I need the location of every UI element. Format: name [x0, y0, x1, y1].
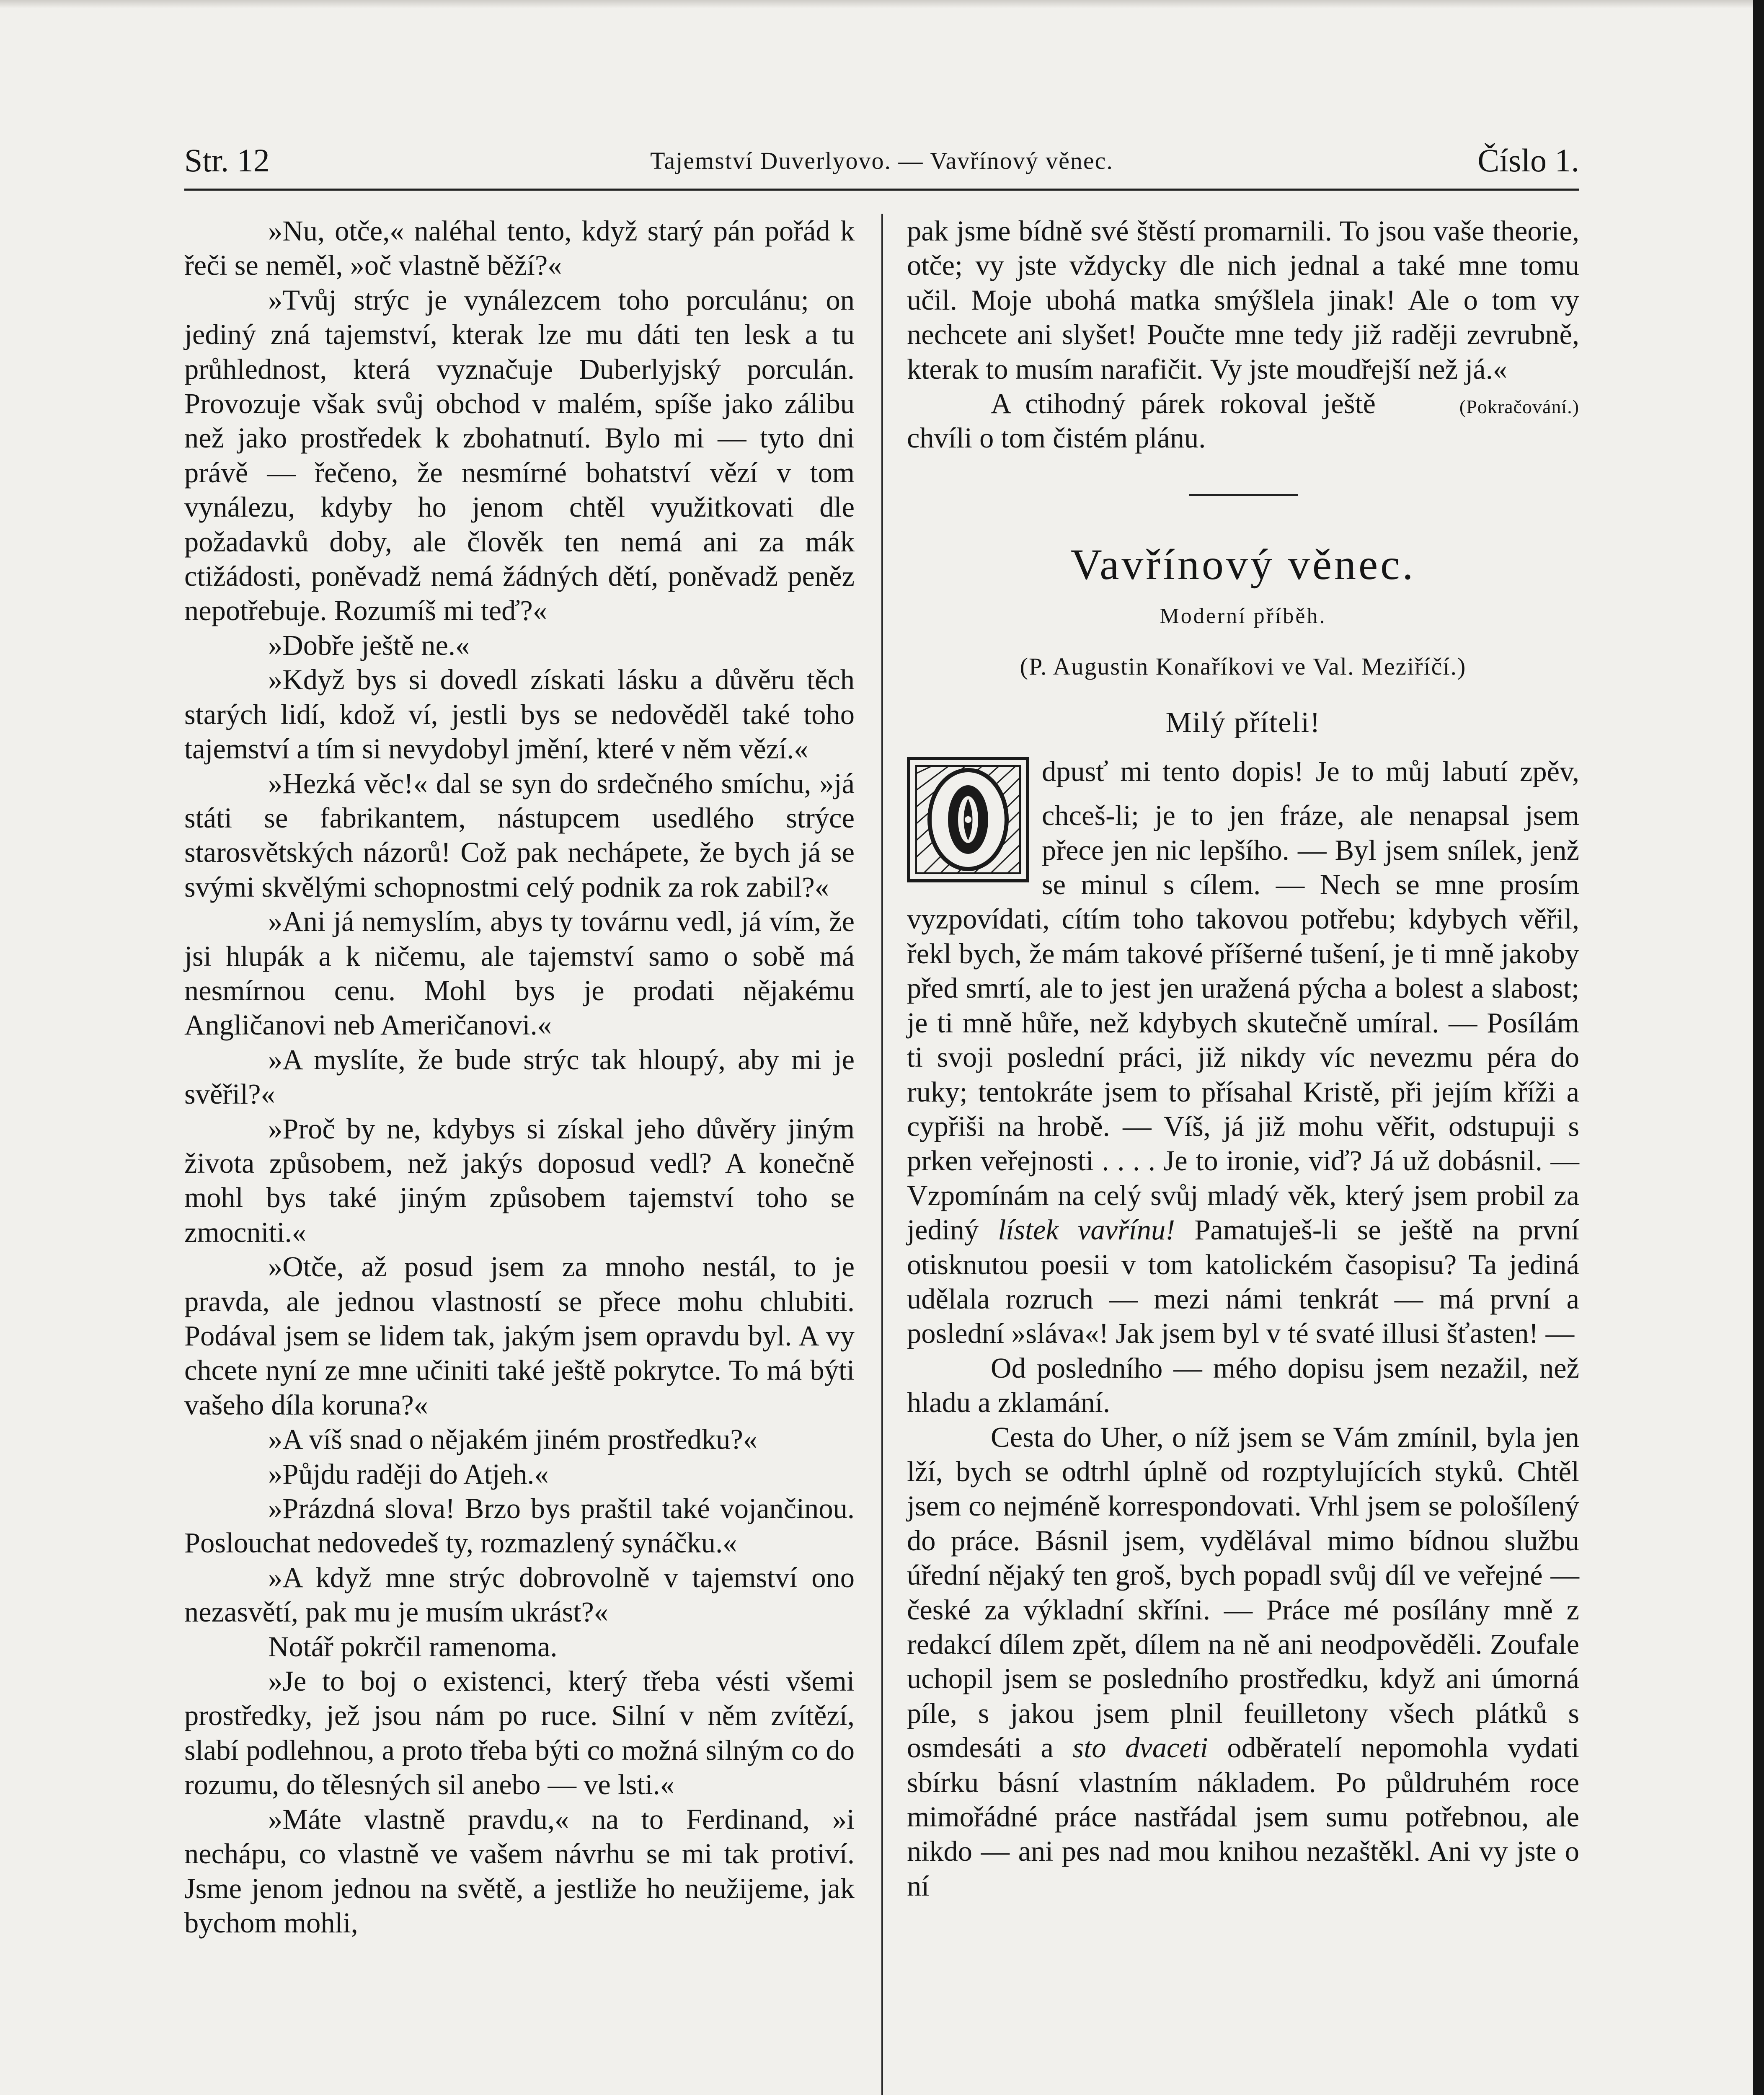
paragraph-closing — [907, 386, 1579, 455]
paragraph: »Proč by ne, kdybys si získal jeho důvěry jiným života způsobem, než jakýs doposud vedl? A konečně mohl bys také jiným způsobem tajemství toho se zmocniti.« — [184, 1112, 855, 1248]
letter-text-3: Cesta do Uher, o níž jsem se Vám zmínil, byla jen lží, bych se odtrhl úplně od rozptylujících styků. Chtěl jsem co nejméně korrespondovati. Vrhl jsem se pološílený do práce. Básnil jsem, vydělával mimo bídnou službu úřední nějaký ten groš, bych popadl svůj díl ve veřejné — české za výkladní skříni. — Práce mé posílány mně z redakcí dílem zpět, dílem na ně ani neodpověděli. Zoufale uchopil jsem se posledního prostředku, když ani úmorná píle, s jakou jsem plnil feuilletony všech plátků s osmdesáti a — [907, 1421, 1579, 1764]
paragraph: »Nu, otče,« naléhal tento, když starý pán pořád k řeči se neměl, »oč vlastně běží?« — [184, 215, 855, 282]
italic-phrase-lístek-vavřínu: lístek vavřínu! — [998, 1214, 1175, 1246]
story-title: Vavřínový věnec. — [1070, 540, 1416, 589]
page-number: Str. 12 — [184, 142, 270, 178]
paragraph: »Ani já nemyslím, abys ty továrnu vedl, já vím, že jsi hlupák a k ničemu, ale tajemství samo o sobě má nesmírnou cenu. Mohl bys je prodati nějakému Angličanovi neb Američanovi.« — [184, 905, 855, 1041]
running-title: Tajemství Duverlyovo. — Vavřínový věnec. — [650, 147, 1113, 174]
paragraph: »Když bys si dovedl získati lásku a důvěru těch starých lidí, kdož ví, jestli bys se nedověděl také toho tajemství a tím si nevydobyl jmění, které v něm vězí.« — [184, 664, 855, 765]
scan-right-edge — [1753, 0, 1764, 2095]
header-rule — [184, 189, 1579, 191]
continued-note: (Pokračování.) — [1459, 396, 1579, 418]
dropcap-ornament-icon — [907, 757, 1029, 882]
scan-top-shadow — [0, 0, 1764, 8]
letter-text-3b: odběratelí nepomohla vydati sbírku básní vlastním nákladem. — [907, 1732, 1580, 1798]
paragraph: »Tvůj strýc je vynálezcem toho porculánu; on jediný zná tajemství, kterak lze mu dáti ten lesk a tu průhlednost, která vyznačuje Duberlyjský porculán. Provozuje však svůj obchod v malém, spíše jako zálibu než jako prostředek k zbohatnutí. Bylo mi — tyto dni právě — řečeno, že nesmírné bohatství vězí v tom vynálezu, kdyby ho jenom chtěl využitkovati dle požadavků doby, ale člověk ten nemá ani za mák ctižádosti, poněvadž nemá žádných dětí, poněvadž peněz nepotřebuje. Rozumíš mi teď?« — [184, 284, 855, 627]
italic-phrase-sto-dvaceti: sto dvaceti — [1072, 1732, 1208, 1764]
ornamental-dropcap — [907, 757, 1029, 882]
letter-salutation: Milý příteli! — [1165, 706, 1321, 739]
paragraph: »Je to boj o existenci, který třeba vésti všemi prostředky, jež jsou nám po ruce. Silní v něm zvítězí, slabí podlehnou, a proto třeba býti co možná silným co do rozumu, do tělesných sil anebo — ve lsti.« — [184, 1665, 855, 1801]
closing-line — [907, 386, 1579, 455]
letter-paragraph: Od posledního — mého dopisu jsem nezažil, než hladu a zklamání. — [907, 1352, 1579, 1419]
letter-text-4: Po půldruhém roce mimořádné práce nastřádal jsem sumu potřebnou, ale nikdo — ani pes nad mou knihou nezaštěkl. Ani vy jste o ní — [907, 1766, 1579, 1902]
paragraph: »A myslíte, že bude strýc tak hloupý, aby mi je svěřil?« — [184, 1043, 855, 1110]
issue-number: Číslo 1. — [1477, 142, 1579, 178]
section-divider — [1189, 494, 1298, 496]
story-subtitle: Moderní příběh. — [1160, 604, 1327, 628]
column-rule — [881, 214, 883, 2095]
letter-text-1b: Pamatuješ-li se ještě na první otisknutou poesii v tom katolickém časopisu? Ta jediná udělala rozruch — mezi námi tenkrát — má první a poslední »sláva«! Jak jsem byl v té svaté illusi šťasten! — — [907, 1214, 1579, 1350]
paragraph: »Hezká věc!« dal se syn do srdečného smíchu, »já státi se fabrikantem, nástupcem usedlého strýce starosvětských názorů! Což pak nechápete, že bych já se svými skvělými schopnostmi celý podnik za rok zabil?« — [184, 767, 855, 903]
paragraph: »Máte vlastně pravdu,« na to Ferdinand, »i nechápu, co vlastně ve vašem návrhu se mi tak protiví. Jsme jenom jednou na světě, a jestliže ho neužijeme, jak bychom mohli, — [184, 1803, 855, 1939]
paragraph: »A když mne strýc dobrovolně v tajemství ono nezasvětí, pak mu je musím ukrást?« — [184, 1561, 855, 1628]
story-dedication: (P. Augustin Konaříkovi ve Val. Meziříčí.) — [1020, 652, 1467, 680]
paragraph: »Dobře ještě ne.« — [268, 629, 470, 661]
running-header — [184, 142, 1579, 192]
right-column — [907, 214, 1579, 1903]
paragraph: »Půjdu raději do Atjeh.« — [268, 1458, 549, 1490]
paragraph: »A víš snad o nějakém jiném prostředku?« — [268, 1423, 758, 1456]
paragraph: »Otče, až posud jsem za mnoho nestál, to je pravda, ale jednou vlastností se přece mohu chlubiti. Podával jsem se lidem tak, jakým jsem opravdu byl. A vy chcete nyní ze mne učiniti také ještě pokrytce. To má býti vašeho díla koruna?« — [184, 1251, 855, 1421]
letter-text-1: dpusť mi tento dopis! Je to můj labutí zpěv, chceš-li; je to jen fráze, ale nenapsal jsem přece jen nic lepšího. — Byl jsem snílek, jenž se minul s cílem. — Nech se mne prosím vyzpovídati, cítím toho takovou potřebu; kdybych věřil, řekl bych, že mám takové příšerné tušení, je ti mně jakoby před smrtí, ale to jest jen uražená pýcha a bolest a slabost; je ti mně hůře, než kdybych skutečně umíral. — Posílám ti svoji poslední práci, již nikdy víc nevezmu péra do ruky; tentokráte jsem to přísahal Kristě, při jejím kříži a cypřiši na hrobě. — Víš, já již mohu věřit, odstupuji s prken veřejnosti . . . . Je to ironie, viď? Já už dobásnil. — Vzpomínám na celý svůj mladý věk, který jsem probil za jediný — [907, 755, 1579, 1246]
paragraph-continuation: pak jsme bídně své štěstí promarnili. To jsou vaše theorie, otče; vy jste vždycky dle nich jednal a také mne tomu učil. Moje ubohá matka smýšlela jinak! Ale o tom vy nechcete ani slyšet! Poučte mne tedy již raději zevrubně, kterak to musím narafičit. Vy jste moudřejší než já.« — [907, 215, 1579, 385]
paragraph: »Prázdná slova! Brzo bys praštil také vojančinou. Poslouchat nedovedeš ty, rozmazlený synáčku.« — [184, 1492, 855, 1559]
paragraph: Notář pokrčil ramenoma. — [268, 1630, 558, 1663]
left-column — [184, 214, 855, 1940]
letter-paragraph — [907, 1420, 1579, 1904]
magazine-page — [184, 126, 1579, 2095]
letter-paragraph-first — [907, 754, 1579, 1351]
closing-text: A ctihodný párek rokoval ještě chvíli o tom čistém plánu. — [907, 388, 1376, 454]
